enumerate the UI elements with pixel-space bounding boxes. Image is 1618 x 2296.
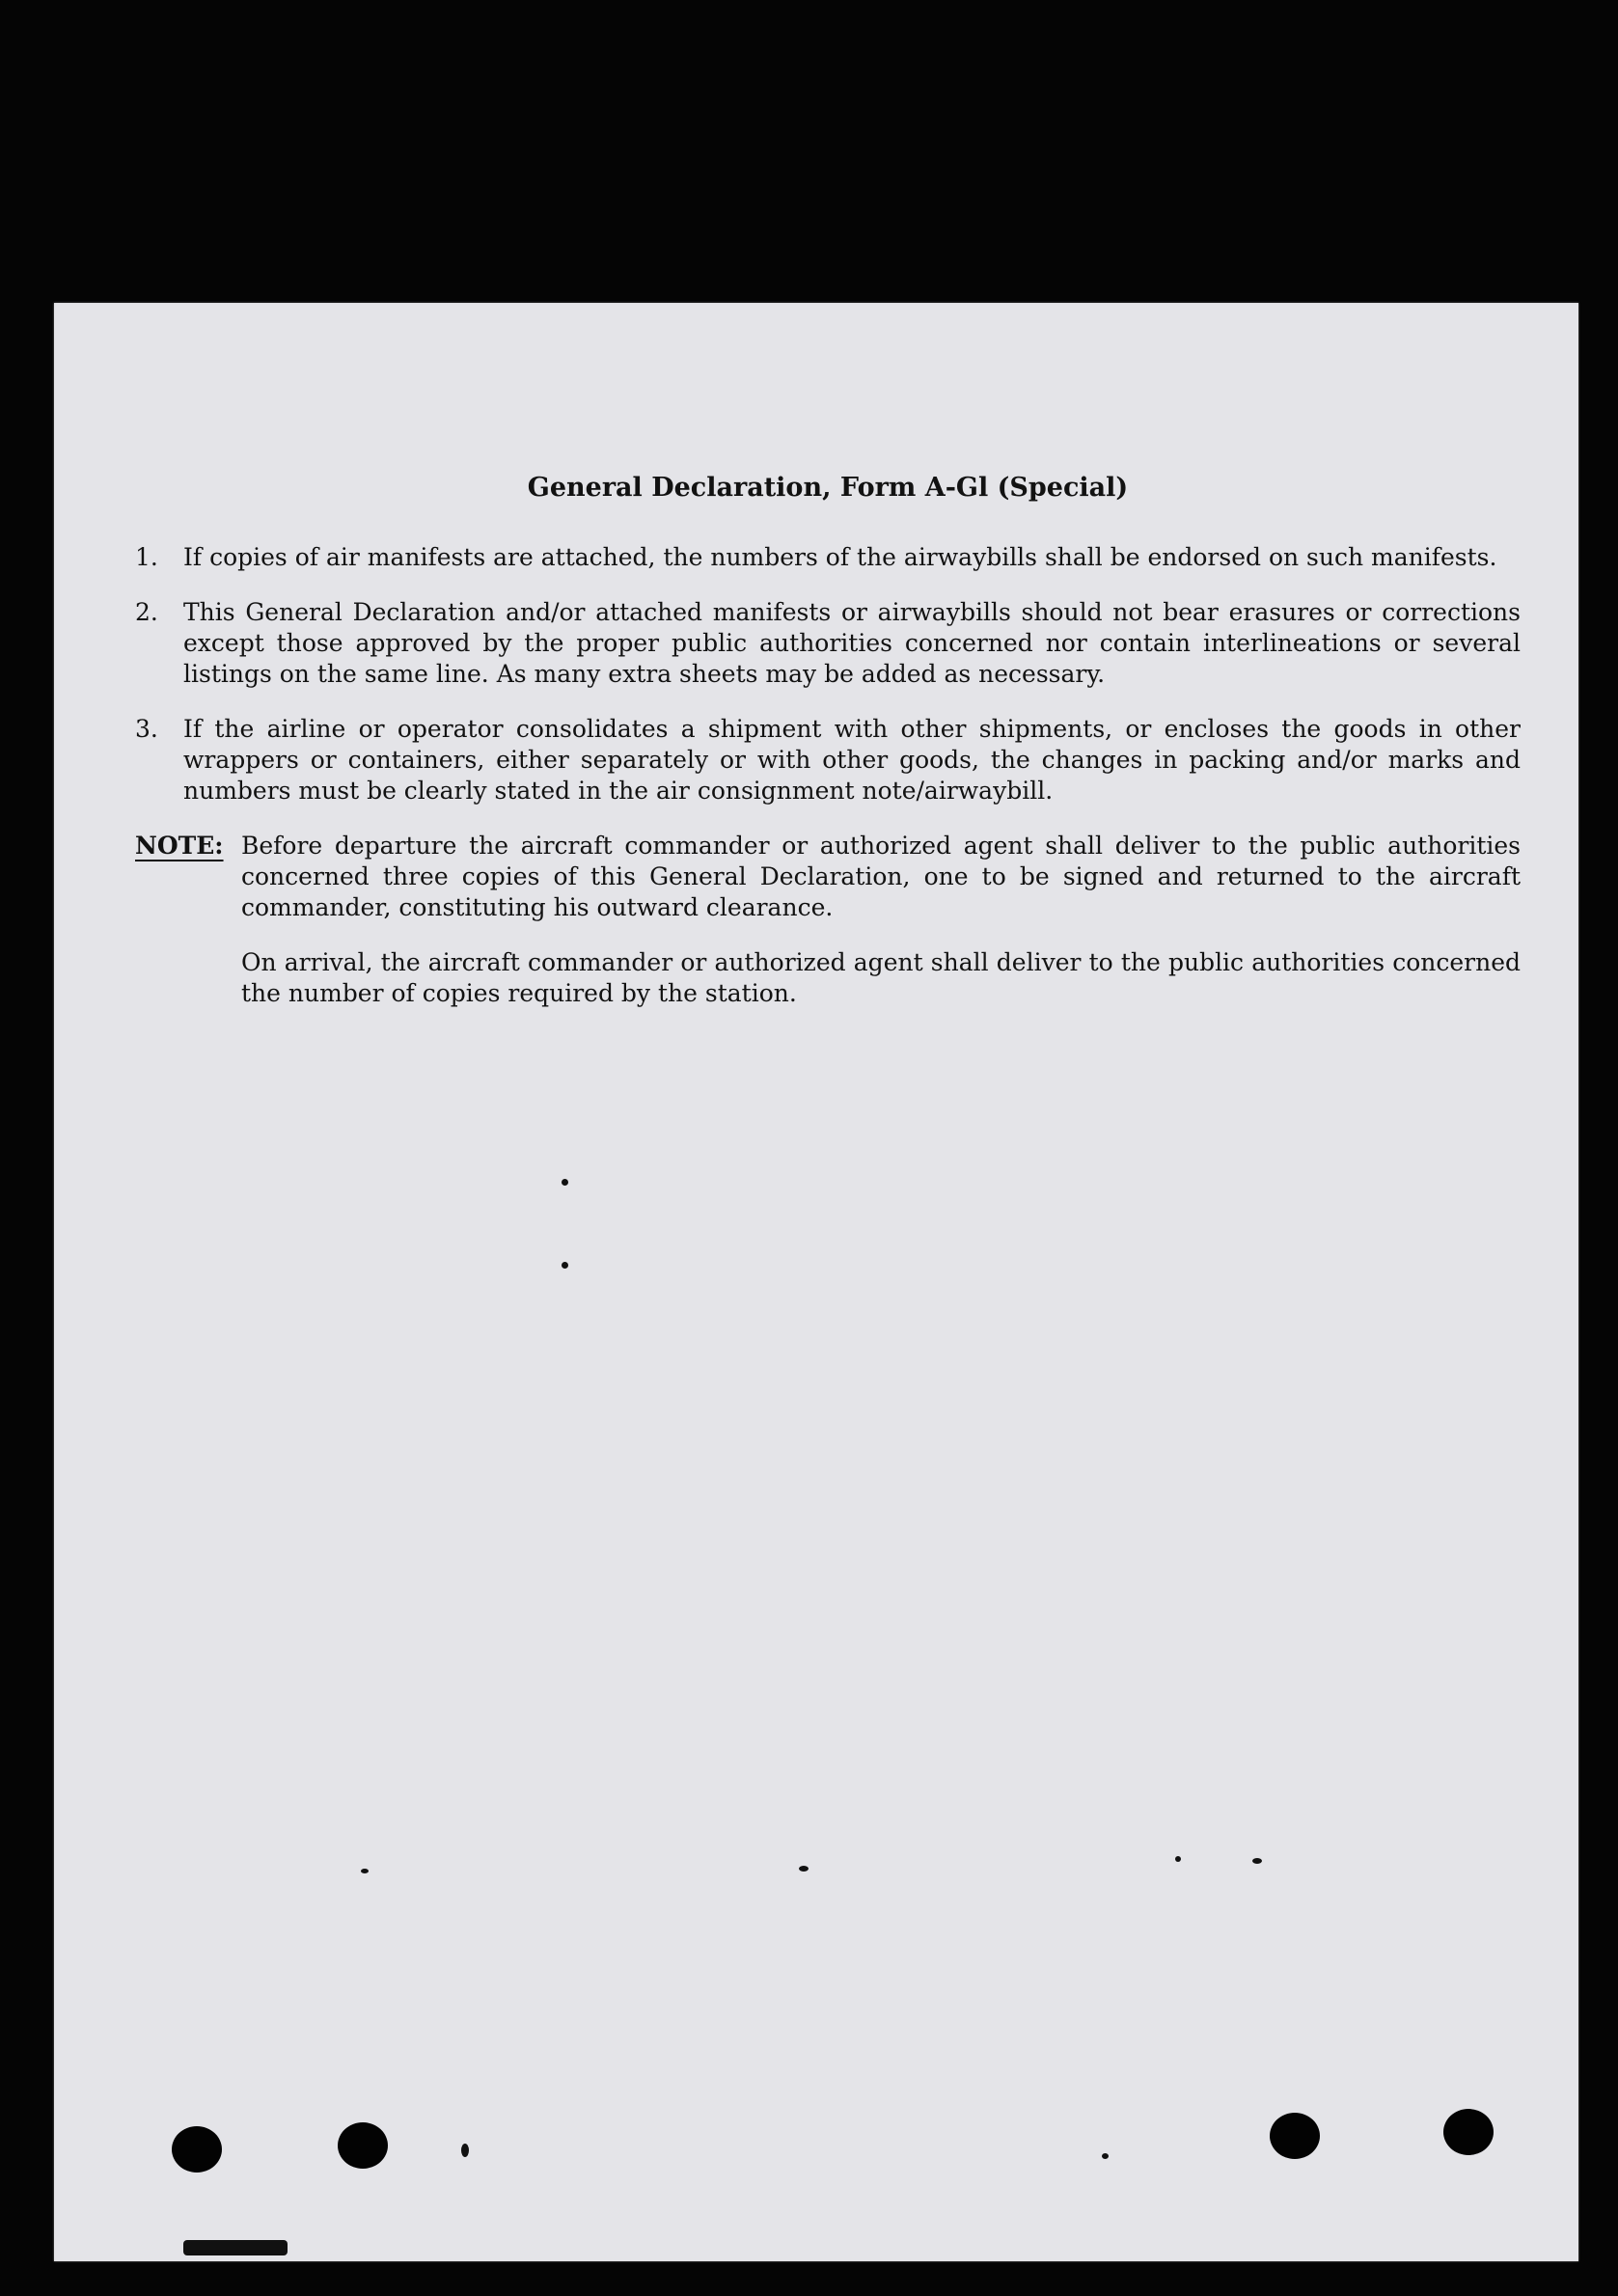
speck (1102, 2153, 1109, 2159)
list-item (135, 597, 1521, 690)
list-item (135, 714, 1521, 806)
item-number: 1. (135, 543, 158, 571)
note-label-text: NOTE: (135, 832, 224, 860)
note-section (135, 831, 1521, 1033)
speck (1175, 1856, 1181, 1862)
binder-hole (172, 2126, 222, 2173)
speck (562, 1262, 568, 1269)
item-text: This General Declaration and/or attached manifests or airwaybills should not bear erasures or corrections except those approved by the proper public authorities concerned nor contain interlineations or several listings on the same line. As many extra sheets may be added as necessary. (183, 598, 1521, 688)
item-number: 3. (135, 715, 158, 743)
binder-hole (1443, 2109, 1494, 2155)
speck (799, 1866, 809, 1872)
item-text: If copies of air manifests are attached, the numbers of the airwaybills shall be endorsed on such manifests. (183, 543, 1497, 571)
note-paragraph: Before departure the aircraft commander or authorized agent shall deliver to the public authorities concerned three copies of this General Declaration, one to be signed and returned to the aircraft commander, constituting his outward clearance. (241, 832, 1521, 921)
speck (461, 2144, 469, 2157)
item-number: 2. (135, 598, 158, 626)
note-label (135, 831, 241, 1033)
item-text: If the airline or operator consolidates a shipment with other shipments, or encloses the goods in other wrappers or containers, either separately or with other goods, the changes in packing and/or marks and numbers must be clearly stated in the air consignment note/airwaybill. (183, 715, 1521, 805)
document-title: General Declaration, Form A-Gl (Special) (527, 473, 1129, 503)
note-paragraph: On arrival, the aircraft commander or authorized agent shall deliver to the public authorities concerned the number of copies required by the station. (241, 948, 1521, 1007)
speck (183, 2240, 288, 2255)
list-item (135, 542, 1521, 573)
binder-hole (1270, 2113, 1320, 2159)
document-body (135, 473, 1521, 1033)
speck (562, 1179, 568, 1186)
binder-hole (338, 2122, 388, 2169)
speck (361, 1869, 369, 1873)
speck (1252, 1858, 1262, 1864)
note-body (241, 831, 1521, 1033)
